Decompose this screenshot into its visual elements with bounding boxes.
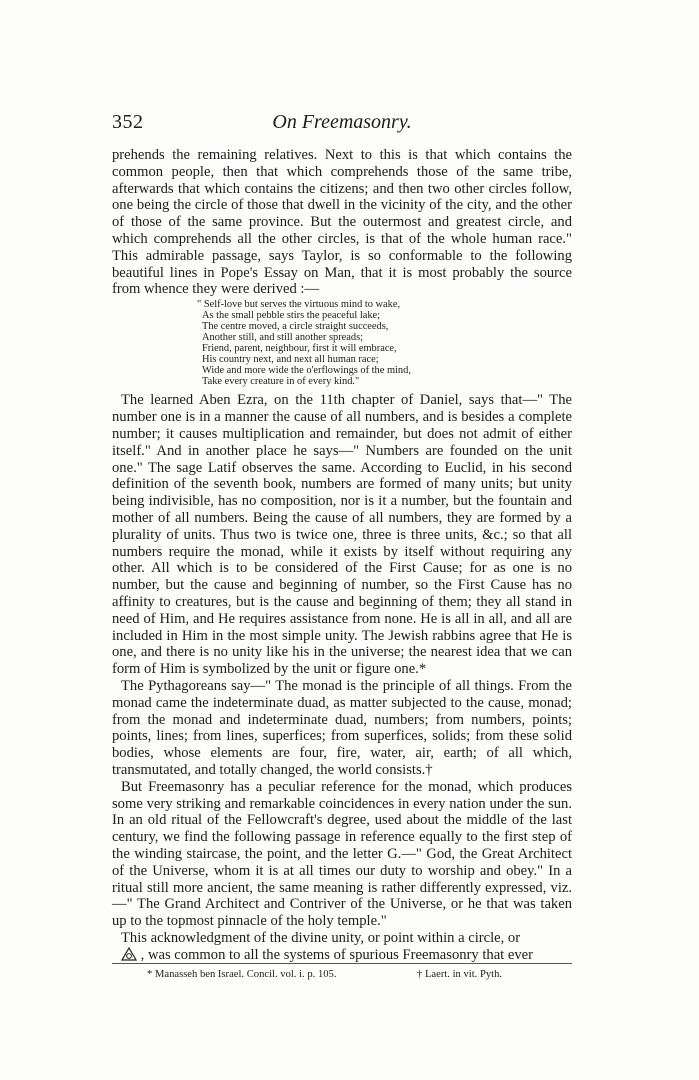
paragraph-5 [112,930,572,966]
poem-line: As the small pebble stirs the peaceful lake; [202,310,381,322]
poem-line: " Self-love but serves the virtuous mind to wake, [197,299,401,311]
poem-line: The centre moved, a circle straight succeeds, [202,320,389,332]
paragraph-2: The learned Aben Ezra, on the 11th chapter of Daniel, says that—" The number one is in a manner the cause of all numbers, and is besides a complete number; it causes multiplication and remainder, but does not admit of either itself." And in another place he says—" Numbers are founded on the unit one." The sage Latif observes the same. According to Euclid, in his second definition of the seventh book, numbers are formed of many units; but unity being indivisible, has no composition, nor is it a number, but the fountain and mother of all numbers. Being the cause of all numbers, they are formed by a plurality of units. Thus two is twice one, three is three units, &c.; so that all numbers require the monad, while it exists by itself without requiring any other. All which is to be considered of the First Cause; for as one is no number, but the cause and beginning of number, so the First Cause has no affinity to creatures, but is the cause and beginning of them; they all stand in need of Him, and He requires assistance from none. He is all in all, and all are included in Him in the most simple unity. The Jewish rabbins agree that He is one, and there is no unity like his in the universe; the nearest idea that we can form of Him is symbolized by the unit or figure one.* [112,392,572,678]
poem-line: Wide and more wide the o'erflowings of the mind, [202,364,411,376]
running-title: On Freemasonry. [272,111,412,133]
body-text [112,147,572,966]
footnote-1: * Manasseh ben Israel. Concil. vol. i. p. 105. [147,969,337,980]
paragraph-1: prehends the remaining relatives. Next to this is that which contains the common people, then that which comprehends those of the same tribe, afterwards that which contains the citizens; and then two other circles follow, one being the circle of those that dwell in the vicinity of the city, and the other of those of the same province. But the outermost and greatest circle, and which comprehends all the other circles, is that of the whole human race." This admirable passage, says Taylor, is so conformable to the following beautiful lines in Pope's Essay on Man, that it is most probably the source from whence they were derived :— [112,147,572,298]
paragraph-5-start: This acknowledgment of the divine unity, or point within a circle, or [121,929,521,946]
poem-quote [197,299,572,387]
footnote-2: † Laert. in vit. Pyth. [417,969,503,980]
poem-line: Take every creature in of every kind." [202,375,360,387]
poem-line: His country next, and next all human race; [202,353,379,365]
paragraph-4: But Freemasonry has a peculiar reference for the monad, which produces some very striking and remarkable coincidences in every nation under the sun. In an old ritual of the Fellowcraft's degree, used about the middle of the last century, we find the following passage in reference equally to the first step of the winding staircase, the point, and the letter G.—" God, the Great Architect of the Universe, whom it is at all times our duty to worship and obey." In a ritual still more ancient, the same meaning is rather differently expressed, viz.—" The Grand Architect and Contriver of the Universe, or he that was taken up to the topmost pinnacle of the holy temple." [112,778,572,930]
paragraph-3: The Pythagoreans say—" The monad is the principle of all things. From the monad came the indeterminate duad, as matter subjected to the cause, monad; from the monad and indeterminate duad, numbers; from numbers, points; points, lines; from lines, superfices; from superfices, solids; from these solid bodies, whose elements are four, fire, water, air, earth; of all which, transmutated, and totally changed, the world consists.† [112,677,572,778]
page-number: 352 [112,111,144,133]
paragraph-5-end: , was common to all the systems of spurious Freemasonry that ever [140,946,533,963]
poem-line: Another still, and still another spreads; [202,331,364,343]
poem-line: Friend, parent, neighbour, first it will embrace, [202,342,397,354]
page-header [112,111,572,137]
